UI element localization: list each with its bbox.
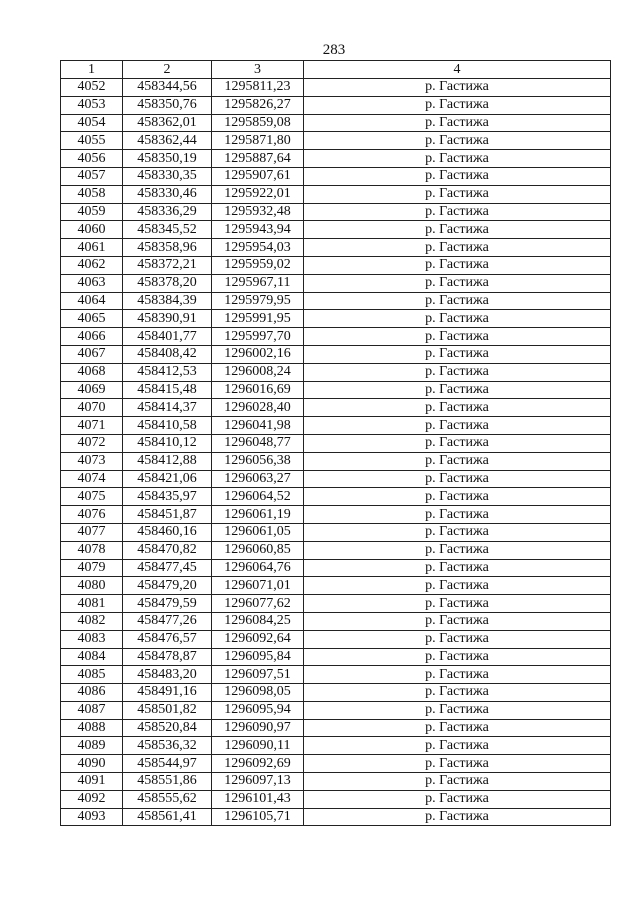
y-coordinate-cell: 1296071,01 [212,577,304,595]
x-coordinate-cell: 458477,26 [123,612,212,630]
point-number-cell: 4052 [61,79,123,97]
y-coordinate-cell: 1296061,05 [212,523,304,541]
x-coordinate-cell: 458412,88 [123,452,212,470]
column-header-2: 2 [123,61,212,79]
description-cell: р. Гастижа [304,328,611,346]
point-number-cell: 4071 [61,417,123,435]
description-cell: р. Гастижа [304,363,611,381]
description-cell: р. Гастижа [304,648,611,666]
y-coordinate-cell: 1296090,11 [212,737,304,755]
description-cell: р. Гастижа [304,612,611,630]
x-coordinate-cell: 458410,58 [123,417,212,435]
table-row [61,79,611,97]
table-row [61,328,611,346]
table-row [61,363,611,381]
y-coordinate-cell: 1296084,25 [212,612,304,630]
table-row [61,559,611,577]
table-row [61,274,611,292]
point-number-cell: 4070 [61,399,123,417]
point-number-cell: 4056 [61,150,123,168]
y-coordinate-cell: 1296097,13 [212,773,304,791]
table-row [61,684,611,702]
y-coordinate-cell: 1296008,24 [212,363,304,381]
x-coordinate-cell: 458350,19 [123,150,212,168]
y-coordinate-cell: 1296056,38 [212,452,304,470]
description-cell: р. Гастижа [304,399,611,417]
x-coordinate-cell: 458551,86 [123,773,212,791]
table-row [61,381,611,399]
point-number-cell: 4079 [61,559,123,577]
point-number-cell: 4068 [61,363,123,381]
y-coordinate-cell: 1295943,94 [212,221,304,239]
description-cell: р. Гастижа [304,630,611,648]
description-cell: р. Гастижа [304,719,611,737]
y-coordinate-cell: 1295907,61 [212,167,304,185]
description-cell: р. Гастижа [304,684,611,702]
description-cell: р. Гастижа [304,239,611,257]
description-cell: р. Гастижа [304,506,611,524]
point-number-cell: 4054 [61,114,123,132]
y-coordinate-cell: 1296002,16 [212,345,304,363]
x-coordinate-cell: 458358,96 [123,239,212,257]
point-number-cell: 4077 [61,523,123,541]
point-number-cell: 4076 [61,506,123,524]
table-row [61,648,611,666]
y-coordinate-cell: 1296097,51 [212,666,304,684]
y-coordinate-cell: 1296064,76 [212,559,304,577]
point-number-cell: 4084 [61,648,123,666]
y-coordinate-cell: 1295959,02 [212,256,304,274]
y-coordinate-cell: 1295991,95 [212,310,304,328]
x-coordinate-cell: 458362,01 [123,114,212,132]
table-row [61,256,611,274]
description-cell: р. Гастижа [304,577,611,595]
y-coordinate-cell: 1296016,69 [212,381,304,399]
x-coordinate-cell: 458414,37 [123,399,212,417]
table-row [61,488,611,506]
table-row [61,630,611,648]
table-row [61,506,611,524]
page-number: 283 [322,42,346,58]
description-cell: р. Гастижа [304,167,611,185]
point-number-cell: 4080 [61,577,123,595]
table-row [61,737,611,755]
x-coordinate-cell: 458491,16 [123,684,212,702]
point-number-cell: 4083 [61,630,123,648]
table-row [61,345,611,363]
point-number-cell: 4058 [61,185,123,203]
y-coordinate-cell: 1295967,11 [212,274,304,292]
description-cell: р. Гастижа [304,221,611,239]
table-row [61,470,611,488]
x-coordinate-cell: 458435,97 [123,488,212,506]
table-row [61,96,611,114]
y-coordinate-cell: 1296061,19 [212,506,304,524]
point-number-cell: 4073 [61,452,123,470]
description-cell: р. Гастижа [304,274,611,292]
point-number-cell: 4081 [61,595,123,613]
description-cell: р. Гастижа [304,96,611,114]
description-cell: р. Гастижа [304,737,611,755]
table-row [61,239,611,257]
x-coordinate-cell: 458483,20 [123,666,212,684]
table-row [61,701,611,719]
coordinates-table [60,60,611,826]
table-row [61,577,611,595]
x-coordinate-cell: 458384,39 [123,292,212,310]
point-number-cell: 4066 [61,328,123,346]
y-coordinate-cell: 1296098,05 [212,684,304,702]
point-number-cell: 4092 [61,790,123,808]
table-header [61,61,611,79]
point-number-cell: 4085 [61,666,123,684]
column-header-1: 1 [61,61,123,79]
x-coordinate-cell: 458477,45 [123,559,212,577]
point-number-cell: 4078 [61,541,123,559]
x-coordinate-cell: 458501,82 [123,701,212,719]
point-number-cell: 4061 [61,239,123,257]
table-row [61,417,611,435]
x-coordinate-cell: 458350,76 [123,96,212,114]
point-number-cell: 4063 [61,274,123,292]
y-coordinate-cell: 1296092,69 [212,755,304,773]
point-number-cell: 4074 [61,470,123,488]
x-coordinate-cell: 458401,77 [123,328,212,346]
point-number-cell: 4082 [61,612,123,630]
table-row [61,167,611,185]
x-coordinate-cell: 458345,52 [123,221,212,239]
table-row [61,541,611,559]
description-cell: р. Гастижа [304,79,611,97]
table-body [61,79,611,826]
header-row [61,61,611,79]
y-coordinate-cell: 1295997,70 [212,328,304,346]
description-cell: р. Гастижа [304,808,611,826]
x-coordinate-cell: 458536,32 [123,737,212,755]
point-number-cell: 4069 [61,381,123,399]
point-number-cell: 4072 [61,434,123,452]
x-coordinate-cell: 458479,20 [123,577,212,595]
table-row [61,719,611,737]
y-coordinate-cell: 1296101,43 [212,790,304,808]
table-row [61,292,611,310]
x-coordinate-cell: 458336,29 [123,203,212,221]
point-number-cell: 4075 [61,488,123,506]
y-coordinate-cell: 1296095,94 [212,701,304,719]
table-row [61,203,611,221]
table-row [61,114,611,132]
point-number-cell: 4087 [61,701,123,719]
description-cell: р. Гастижа [304,790,611,808]
description-cell: р. Гастижа [304,345,611,363]
x-coordinate-cell: 458421,06 [123,470,212,488]
y-coordinate-cell: 1296028,40 [212,399,304,417]
description-cell: р. Гастижа [304,559,611,577]
x-coordinate-cell: 458451,87 [123,506,212,524]
point-number-cell: 4091 [61,773,123,791]
point-number-cell: 4055 [61,132,123,150]
description-cell: р. Гастижа [304,292,611,310]
description-cell: р. Гастижа [304,114,611,132]
y-coordinate-cell: 1296064,52 [212,488,304,506]
point-number-cell: 4064 [61,292,123,310]
y-coordinate-cell: 1295979,95 [212,292,304,310]
x-coordinate-cell: 458344,56 [123,79,212,97]
description-cell: р. Гастижа [304,310,611,328]
description-cell: р. Гастижа [304,132,611,150]
x-coordinate-cell: 458378,20 [123,274,212,292]
y-coordinate-cell: 1295859,08 [212,114,304,132]
description-cell: р. Гастижа [304,185,611,203]
column-header-3: 3 [212,61,304,79]
x-coordinate-cell: 458544,97 [123,755,212,773]
x-coordinate-cell: 458362,44 [123,132,212,150]
point-number-cell: 4090 [61,755,123,773]
x-coordinate-cell: 458561,41 [123,808,212,826]
y-coordinate-cell: 1295932,48 [212,203,304,221]
y-coordinate-cell: 1295871,80 [212,132,304,150]
y-coordinate-cell: 1296090,97 [212,719,304,737]
point-number-cell: 4065 [61,310,123,328]
table-row [61,612,611,630]
y-coordinate-cell: 1295811,23 [212,79,304,97]
y-coordinate-cell: 1296105,71 [212,808,304,826]
table-row [61,808,611,826]
description-cell: р. Гастижа [304,150,611,168]
point-number-cell: 4089 [61,737,123,755]
description-cell: р. Гастижа [304,541,611,559]
description-cell: р. Гастижа [304,203,611,221]
table-row [61,150,611,168]
point-number-cell: 4086 [61,684,123,702]
y-coordinate-cell: 1295826,27 [212,96,304,114]
description-cell: р. Гастижа [304,666,611,684]
x-coordinate-cell: 458415,48 [123,381,212,399]
y-coordinate-cell: 1296060,85 [212,541,304,559]
x-coordinate-cell: 458479,59 [123,595,212,613]
x-coordinate-cell: 458460,16 [123,523,212,541]
x-coordinate-cell: 458408,42 [123,345,212,363]
x-coordinate-cell: 458470,82 [123,541,212,559]
y-coordinate-cell: 1295954,03 [212,239,304,257]
point-number-cell: 4053 [61,96,123,114]
description-cell: р. Гастижа [304,488,611,506]
point-number-cell: 4059 [61,203,123,221]
description-cell: р. Гастижа [304,434,611,452]
table-row [61,310,611,328]
description-cell: р. Гастижа [304,773,611,791]
table-row [61,773,611,791]
table-row [61,755,611,773]
table-row [61,185,611,203]
x-coordinate-cell: 458412,53 [123,363,212,381]
description-cell: р. Гастижа [304,417,611,435]
description-cell: р. Гастижа [304,256,611,274]
description-cell: р. Гастижа [304,595,611,613]
description-cell: р. Гастижа [304,381,611,399]
x-coordinate-cell: 458520,84 [123,719,212,737]
description-cell: р. Гастижа [304,452,611,470]
y-coordinate-cell: 1295922,01 [212,185,304,203]
x-coordinate-cell: 458478,87 [123,648,212,666]
table-row [61,434,611,452]
table-row [61,132,611,150]
table-row [61,399,611,417]
table-row [61,221,611,239]
point-number-cell: 4062 [61,256,123,274]
x-coordinate-cell: 458555,62 [123,790,212,808]
x-coordinate-cell: 458330,35 [123,167,212,185]
x-coordinate-cell: 458410,12 [123,434,212,452]
point-number-cell: 4057 [61,167,123,185]
table-row [61,452,611,470]
description-cell: р. Гастижа [304,523,611,541]
point-number-cell: 4067 [61,345,123,363]
description-cell: р. Гастижа [304,755,611,773]
description-cell: р. Гастижа [304,470,611,488]
column-header-4: 4 [304,61,611,79]
table-row [61,595,611,613]
description-cell: р. Гастижа [304,701,611,719]
y-coordinate-cell: 1296063,27 [212,470,304,488]
table-row [61,523,611,541]
x-coordinate-cell: 458390,91 [123,310,212,328]
y-coordinate-cell: 1296095,84 [212,648,304,666]
y-coordinate-cell: 1295887,64 [212,150,304,168]
x-coordinate-cell: 458372,21 [123,256,212,274]
x-coordinate-cell: 458330,46 [123,185,212,203]
point-number-cell: 4093 [61,808,123,826]
y-coordinate-cell: 1296041,98 [212,417,304,435]
point-number-cell: 4088 [61,719,123,737]
point-number-cell: 4060 [61,221,123,239]
y-coordinate-cell: 1296048,77 [212,434,304,452]
x-coordinate-cell: 458476,57 [123,630,212,648]
y-coordinate-cell: 1296092,64 [212,630,304,648]
table-row [61,666,611,684]
y-coordinate-cell: 1296077,62 [212,595,304,613]
table-row [61,790,611,808]
